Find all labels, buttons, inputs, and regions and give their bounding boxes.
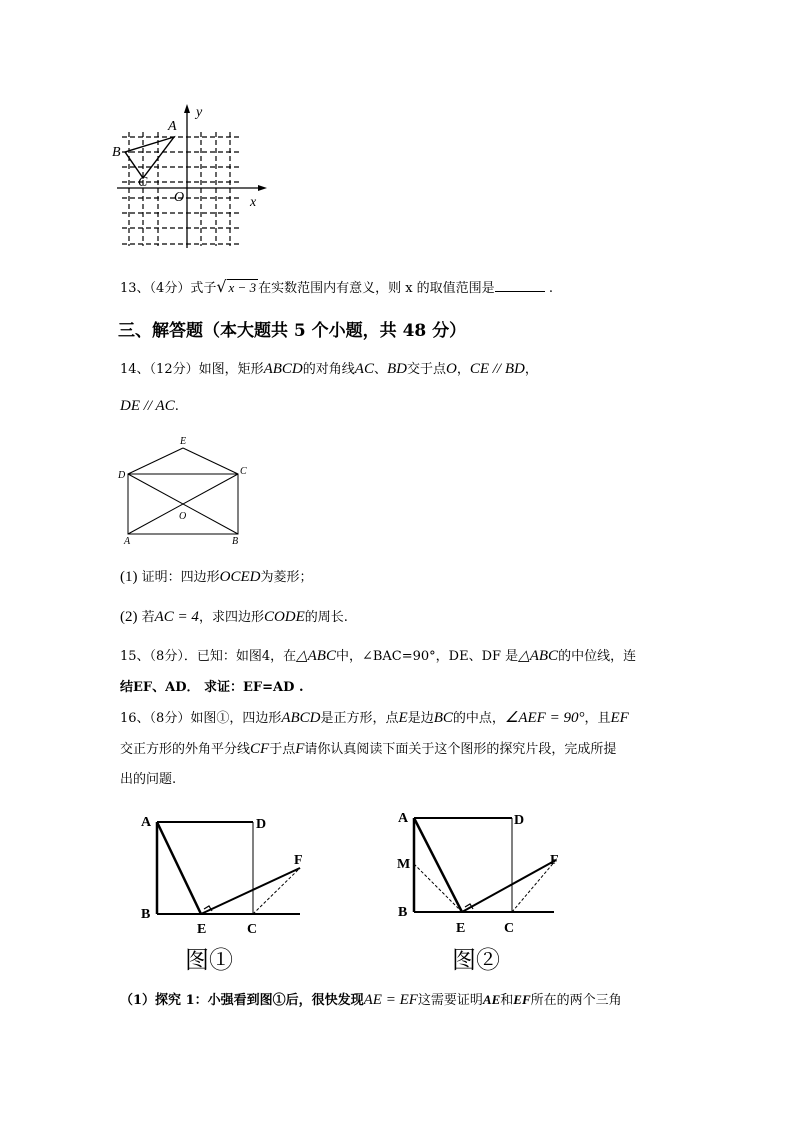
- question-14-line2: DE // AC.: [120, 398, 179, 414]
- label-x: x: [250, 195, 257, 210]
- coordinate-grid-figure: [112, 100, 272, 252]
- label-E: E: [180, 436, 187, 447]
- square-figure-2: [392, 808, 572, 978]
- question-16-line3: 出的问题.: [120, 772, 177, 787]
- label-A: A: [168, 119, 177, 134]
- label-B: B: [398, 905, 408, 920]
- label-M: M: [397, 857, 411, 872]
- label-C: C: [240, 466, 247, 477]
- question-16-line2: 交正方形的外角平分线CF于点F请你认真阅读下面关于这个图形的探究片段，完成所提: [120, 741, 617, 757]
- question-14-part1: (1) 证明：四边形OCED为菱形；: [120, 569, 313, 585]
- question-15-line2: 结EF、AD． 求证：EF=AD .: [120, 680, 304, 695]
- section-heading: 三、解答题（本大题共 5 个小题，共 48 分）: [118, 321, 467, 341]
- label-D: D: [514, 813, 525, 828]
- label-B: B: [141, 907, 151, 922]
- square-figure-1: [135, 808, 325, 978]
- label-E: E: [456, 921, 466, 936]
- label-B: B: [112, 145, 121, 160]
- label-O: O: [174, 190, 185, 205]
- label-F: F: [294, 853, 303, 868]
- label-O: O: [179, 511, 187, 522]
- answer-blank: [495, 279, 545, 292]
- question-16-line1: 16、（8分）如图①，四边形ABCD是正方形，点E是边BC的中点，∠AEF = 90°，且EF: [120, 710, 629, 726]
- label-D: D: [256, 817, 267, 832]
- label-F: F: [550, 853, 559, 868]
- label-C: C: [247, 922, 258, 937]
- label-C: C: [504, 921, 515, 936]
- label-A: A: [398, 811, 409, 826]
- label-A: A: [141, 815, 152, 830]
- label-y: y: [196, 105, 203, 120]
- sqrt-expression: √ x − 3: [216, 277, 257, 296]
- question-16-part1: （1）探究 1：小强看到图①后，很快发现AE = EF这需要证明AE和EF所在的两个三角: [120, 992, 622, 1008]
- rectangle-figure: [115, 432, 255, 547]
- question-15-line1: 15、（8分）．已知：如图4，在△ABC中，∠BAC=90°，DE、DF 是△ABC的中位线，连: [120, 648, 637, 664]
- question-14-part2: (2) 若AC = 4，求四边形CODE的周长.: [120, 609, 348, 625]
- figure-1-caption: 图①: [185, 948, 233, 974]
- question-13: 13、（4分）式子√ x − 3 在实数范围内有意义，则 x 的取值范围是 .: [120, 277, 553, 296]
- label-E: E: [197, 922, 207, 937]
- label-C: C: [138, 175, 148, 190]
- question-14-line1: 14、（12分）如图，矩形ABCD的对角线AC、BD交于点O，CE // BD，: [120, 361, 538, 377]
- label-B: B: [232, 536, 239, 547]
- figure-2-caption: 图②: [452, 948, 500, 974]
- label-A: A: [124, 536, 131, 547]
- label-D: D: [118, 470, 126, 481]
